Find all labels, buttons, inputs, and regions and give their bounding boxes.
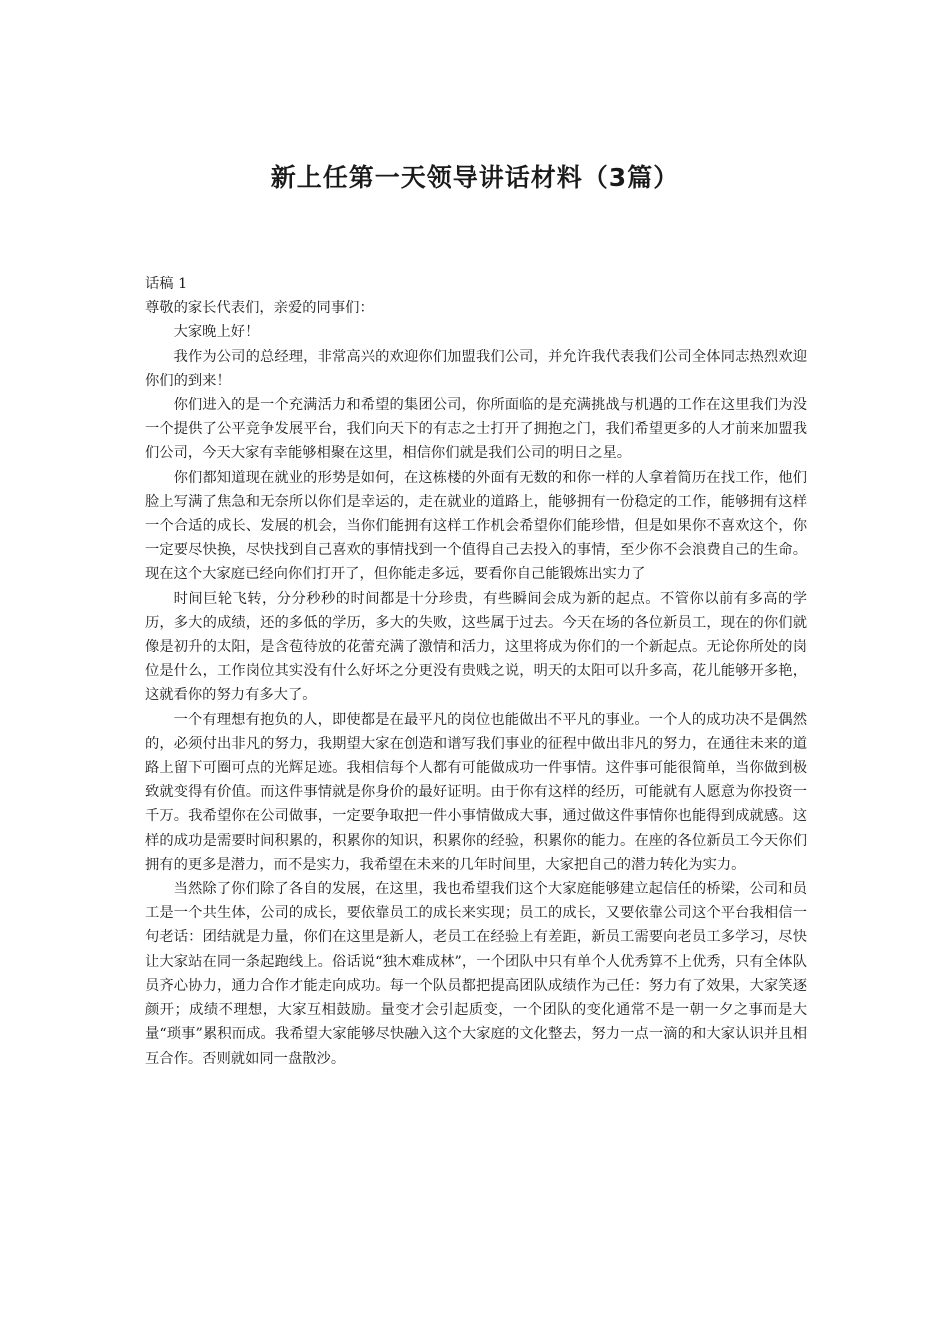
document-body (145, 272, 807, 1071)
paragraph-greeting: 大家晚上好！ (173, 324, 260, 341)
paragraph: 一个有理想有抱负的人，即使都是在最平凡的岗位也能做出不平凡的事业。一个人的成功决不是偶然的，必须付出非凡的努力，我期望大家在创造和谱写我们事业的征程中做出非凡的努力，在通往未来的道路上留下可圈可点的光辉足迹。我相信每个人都有可能做成功一件事情。这件事可能很简单，当你做到极致就变得有价值。而这件事情就是你身价的最好证明。由于你有这样的经历，可能就有人愿意为你投资一千万。我希望你在公司做事，一定要争取把一件小事情做成大事，通过做这件事情你也能得到成就感。这样的成功是需要时间积累的，积累你的知识，积累你的经验，积累你的能力。在座的各位新员工今天你们拥有的更多是潜力，而不是实力，我希望在未来的几年时间里，大家把自己的潜力转化为实力。 (145, 711, 807, 873)
salutation: 尊敬的家长代表们，亲爱的同事们： (145, 300, 374, 317)
paragraph: 你们进入的是一个充满活力和希望的集团公司，你所面临的是充满挑战与机遇的工作在这里我们为没一个提供了公平竞争发展平台，我们向天下的有志之士打开了拥抱之门，我们希望更多的人才前来加盟我们公司，今天大家有幸能够相聚在这里，相信你们就是我们公司的明日之星。 (145, 397, 807, 462)
paragraph: 你们都知道现在就业的形势是如何，在这栋楼的外面有无数的和你一样的人拿着简历在找工作，他们脸上写满了焦急和无奈所以你们是幸运的，走在就业的道路上，能够拥有一份稳定的工作，能够拥有这样一个合适的成长、发展的机会，当你们能拥有这样工作机会希望你们能珍惜，但是如果你不喜欢这个，你一定要尽快换，尽快找到自己喜欢的事情找到一个值得自己去投入的事情，至少你不会浪费自己的生命。现在这个大家庭已经向你们打开了，但你能走多远，要看你自己能锻炼出实力了 (145, 469, 807, 583)
paragraph: 时间巨轮飞转，分分秒秒的时间都是十分珍贵，有些瞬间会成为新的起点。不管你以前有多高的学历，多大的成绩，还的多低的学历，多大的失败，这些属于过去。今天在场的各位新员工，现在的你们就像是初升的太阳，是含苞待放的花蕾充满了激情和活力，这里将成为你们的一个新起点。无论你所处的岗位是什么，工作岗位其实没有什么好坏之分更没有贵贱之说，明天的太阳可以升多高，花儿能够开多艳，这就看你的努力有多大了。 (145, 590, 807, 704)
section-label: 话稿 1 (145, 276, 188, 292)
paragraph: 我作为公司的总经理，非常高兴的欢迎你们加盟我们公司，并允许我代表我们公司全体同志热烈欢迎你们的到来！ (145, 348, 807, 389)
paragraph: 当然除了你们除了各自的发展，在这里，我也希望我们这个大家庭能够建立起信任的桥梁，公司和员工是一个共生体，公司的成长，要依靠员工的成长来实现；员工的成长，又要依靠公司这个平台我相信一句老话：团结就是力量，你们在这里是新人，老员工在经验上有差距，新员工需要向老员工多学习，尽快让大家站在同一条起跑线上。俗话说“独木难成林”，一个团队中只有单个人优秀算不上优秀，只有全体队员齐心协力，通力合作才能走向成功。每一个队员都把提高团队成绩作为己任：努力有了效果，大家笑逐颜开；成绩不理想，大家互相鼓励。量变才会引起质变，一个团队的变化通常不是一朝一夕之事而是大量“琐事”累积而成。我希望大家能够尽快融入这个大家庭的文化整去，努力一点一滴的和大家认识并且相互合作。否则就如同一盘散沙。 (145, 881, 807, 1067)
document-title: 新上任第一天领导讲话材料（3篇） (270, 163, 680, 192)
